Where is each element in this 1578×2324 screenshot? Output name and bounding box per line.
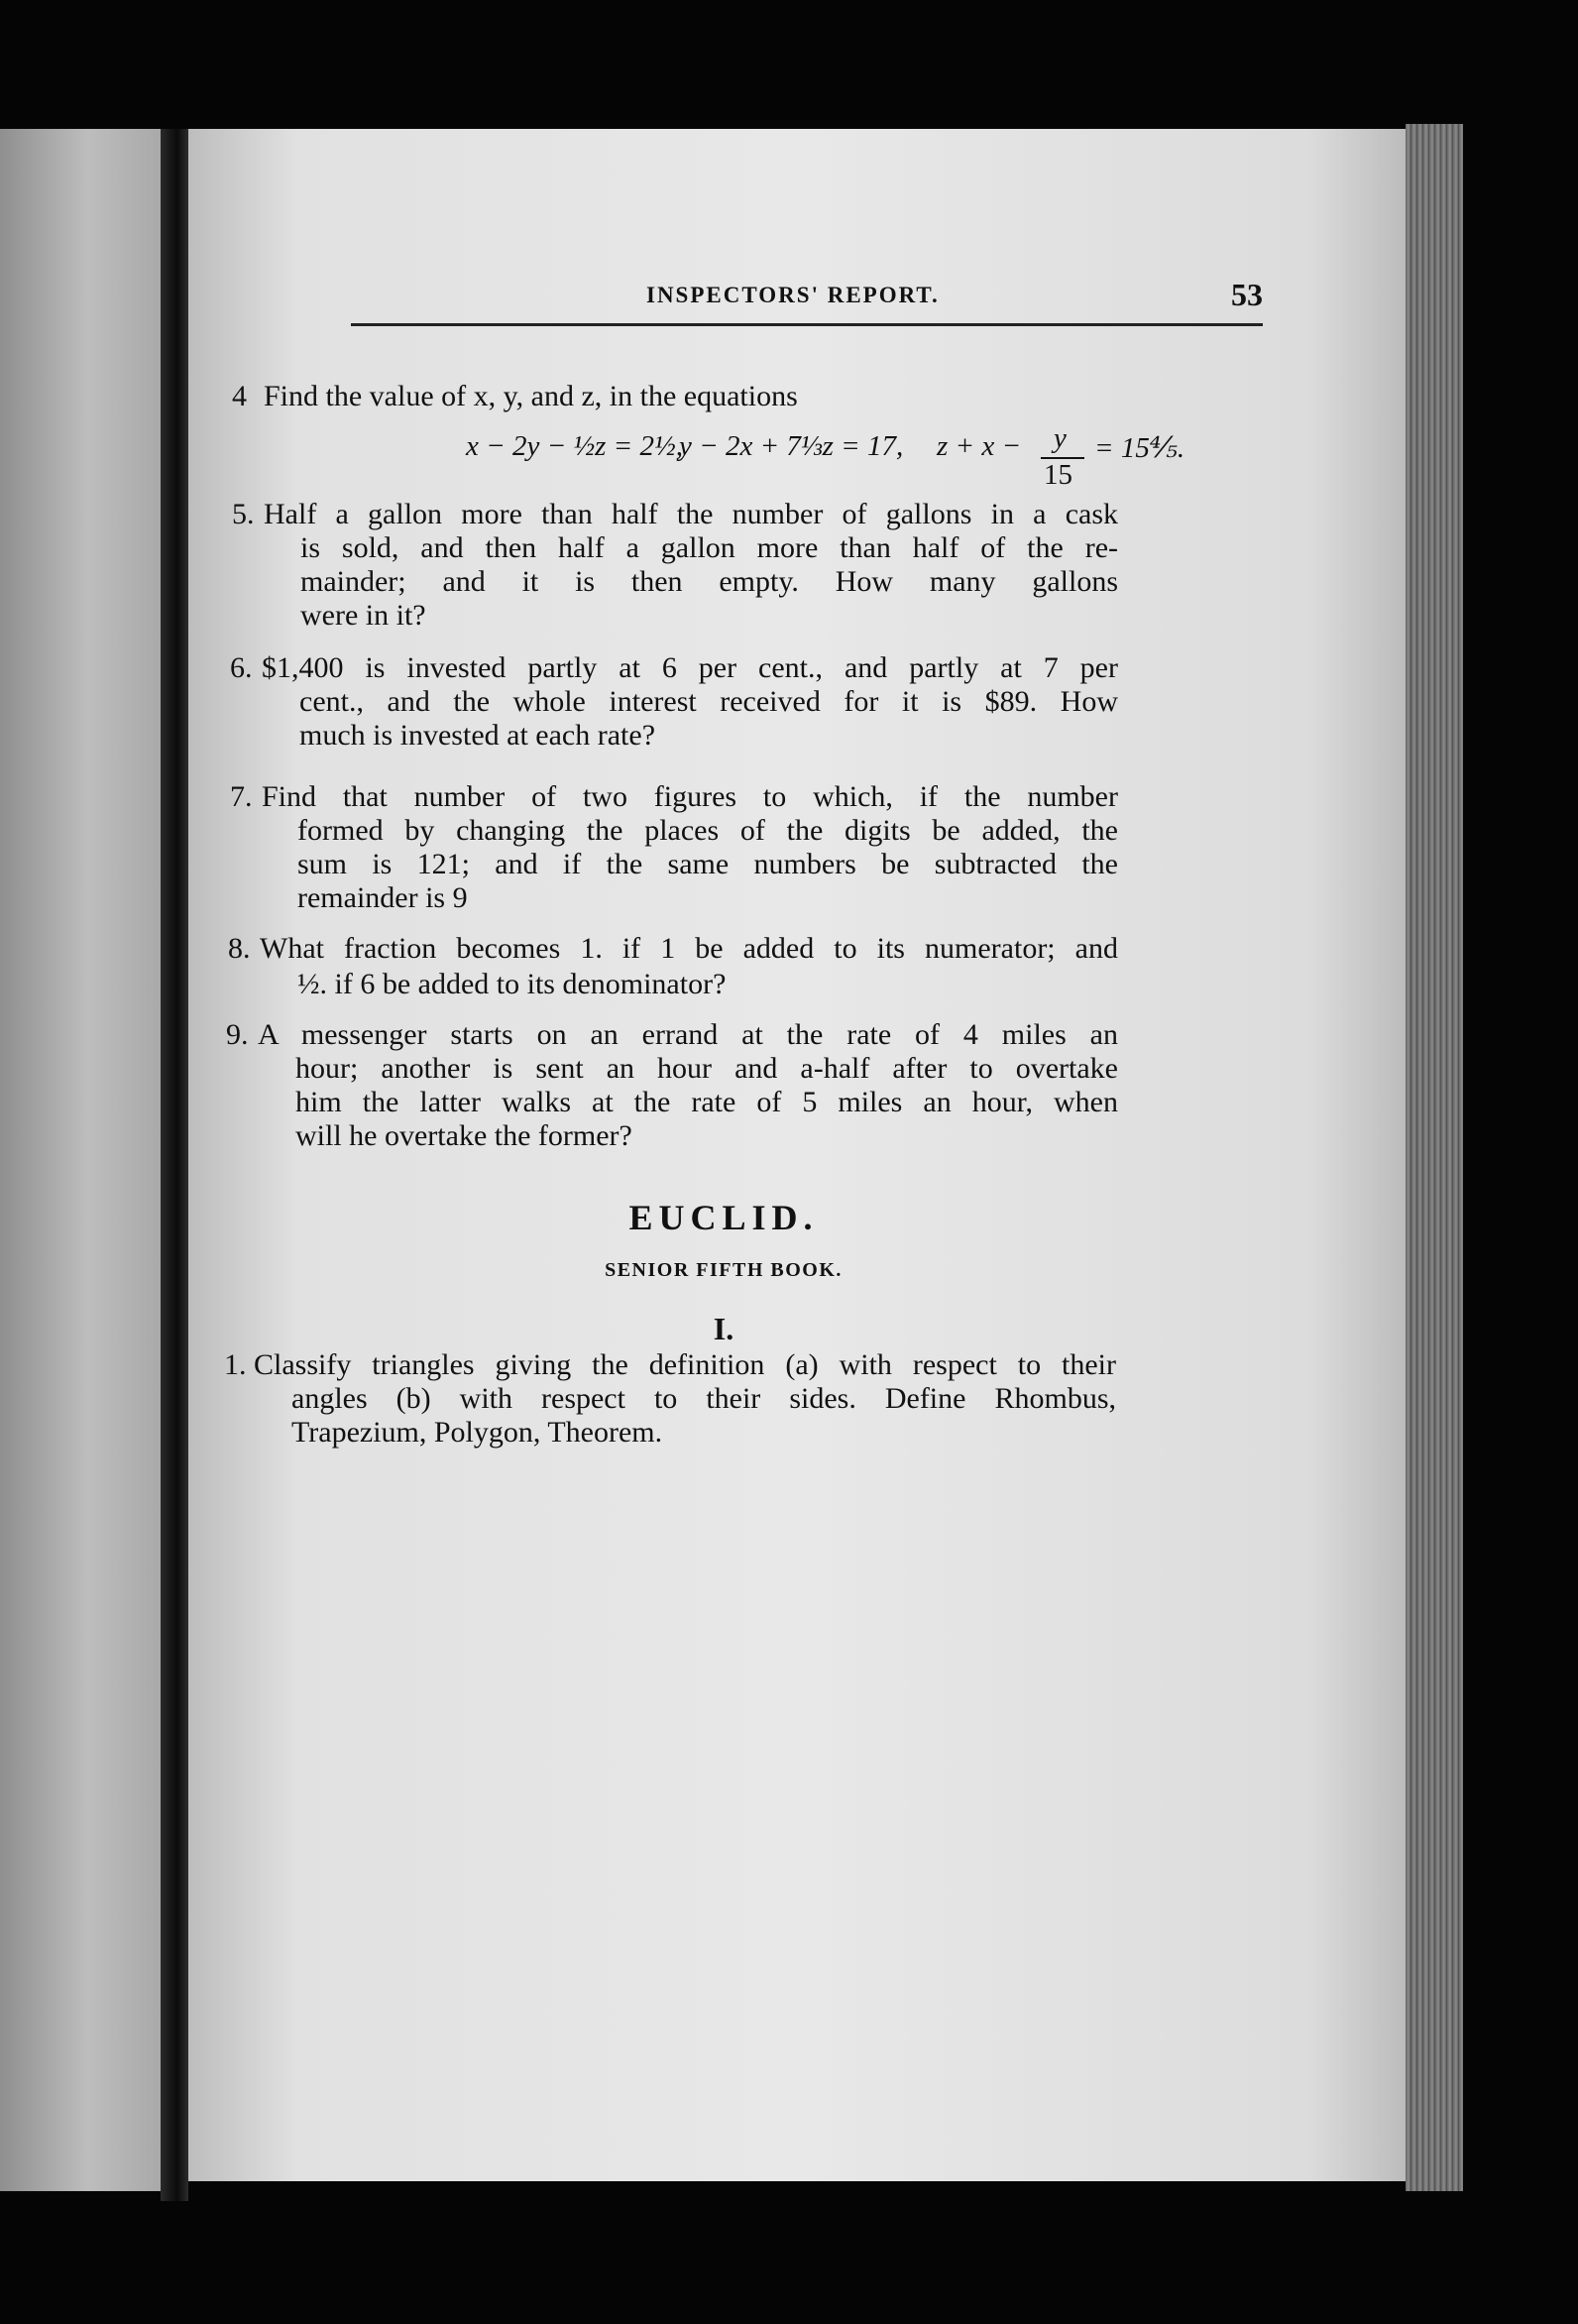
section-number: I. bbox=[713, 1311, 734, 1346]
question-line: will he overtake the former? bbox=[295, 1119, 632, 1152]
question-line-wrap bbox=[299, 685, 1118, 719]
question-number: 5. bbox=[232, 498, 255, 530]
question-line-wrap bbox=[297, 814, 1118, 848]
question-line-wrap bbox=[300, 531, 1118, 565]
question-number: 6. bbox=[230, 651, 253, 684]
question-line-wrap bbox=[295, 1052, 1118, 1086]
question-line: remainder is 9 bbox=[297, 881, 468, 914]
question-line-wrap bbox=[295, 1086, 1118, 1119]
equation-1: x − 2y − ½z = 2½, bbox=[466, 430, 683, 462]
page-header bbox=[188, 277, 1406, 322]
running-head: INSPECTORS' REPORT. bbox=[646, 283, 940, 307]
question-line: much is invested at each rate? bbox=[299, 719, 656, 752]
question-line: Half a gallon more than half the number of gallons in a cask bbox=[264, 498, 1118, 530]
question-line: ½. if 6 be added to its denominator? bbox=[297, 968, 727, 1000]
section-subtitle: SENIOR FIFTH BOOK. bbox=[605, 1259, 843, 1281]
question-line: cent., and the whole interest received for it is $89. How bbox=[299, 685, 1118, 718]
question-line-wrap bbox=[260, 932, 1118, 966]
section-title: EUCLID. bbox=[628, 1198, 819, 1237]
question-line: were in it? bbox=[300, 599, 426, 632]
question-line: $1,400 is invested partly at 6 per cent., and partly at 7 per bbox=[262, 651, 1118, 684]
question-line: Find that number of two figures to which, if the number bbox=[262, 780, 1118, 813]
question-line-wrap bbox=[262, 780, 1118, 814]
question-line-wrap bbox=[300, 565, 1118, 599]
equation-3-left: z + x − bbox=[937, 430, 1022, 462]
question-line: Trapezium, Polygon, Theorem. bbox=[291, 1416, 663, 1449]
question-number: 9. bbox=[226, 1018, 249, 1051]
question-line: A messenger starts on an errand at the rate of 4 miles an bbox=[258, 1018, 1118, 1051]
question-line: What fraction becomes 1. if 1 be added to its numerator; and bbox=[260, 932, 1118, 965]
question-line-wrap bbox=[291, 1382, 1116, 1416]
book-gutter bbox=[161, 129, 188, 2201]
page-number: 53 bbox=[1231, 277, 1263, 312]
question-number: 7. bbox=[230, 780, 253, 813]
question-line-wrap bbox=[258, 1018, 1118, 1052]
question-line: angles (b) with respect to their sides. Define Rhombus, bbox=[291, 1382, 1116, 1415]
header-rule bbox=[351, 323, 1263, 326]
fraction-numerator: y bbox=[1054, 422, 1067, 454]
previous-page-edge bbox=[0, 129, 161, 2191]
question-line-wrap bbox=[264, 498, 1118, 531]
equation-3-right: = 15⅘. bbox=[1094, 432, 1185, 464]
question-line: mainder; and it is then empty. How many gallons bbox=[300, 565, 1118, 598]
page-edges bbox=[1406, 124, 1463, 2191]
question-line: him the latter walks at the rate of 5 miles an hour, when bbox=[295, 1086, 1118, 1118]
question-line-wrap bbox=[254, 1348, 1116, 1382]
question-line: Find the value of x, y, and z, in the equations bbox=[264, 380, 798, 412]
question-line: formed by changing the places of the digits be added, the bbox=[297, 814, 1118, 847]
question-line: is sold, and then half a gallon more than half of the re- bbox=[300, 531, 1118, 564]
question-number: 8. bbox=[228, 932, 251, 965]
question-number: 4 bbox=[232, 380, 247, 412]
question-number: 1. bbox=[224, 1348, 247, 1381]
question-line: sum is 121; and if the same numbers be subtracted the bbox=[297, 848, 1118, 880]
fraction-denominator: 15 bbox=[1044, 459, 1072, 491]
question-line-wrap bbox=[262, 651, 1118, 685]
question-line: Classify triangles giving the definition (a) with respect to their bbox=[254, 1348, 1116, 1381]
equation-2: y − 2x + 7⅓z = 17, bbox=[679, 430, 904, 462]
equation-system bbox=[416, 422, 1308, 491]
question-line: hour; another is sent an hour and a-half after to overtake bbox=[295, 1052, 1118, 1085]
question-line-wrap bbox=[297, 848, 1118, 881]
book-page bbox=[188, 129, 1406, 2181]
